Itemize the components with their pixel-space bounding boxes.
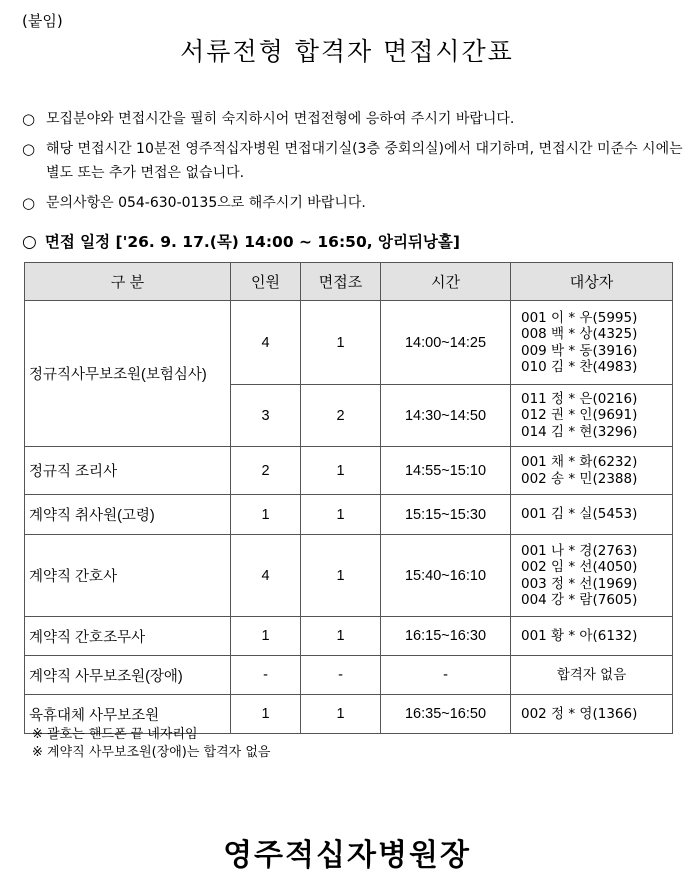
candidate-entry: 003 정 * 선(1969) [521, 575, 638, 592]
circle-bullet-icon: ○ [22, 110, 36, 128]
notice-text: 모집분야와 면접시간을 필히 숙지하시어 면접전형에 응하여 주시기 바랍니다. [46, 111, 515, 127]
table-row [25, 656, 673, 695]
interview-schedule-table [24, 262, 673, 734]
candidates-cell [511, 301, 673, 385]
notice-item [22, 137, 684, 185]
candidate-entry: 001 채 * 화(6232) [521, 454, 638, 470]
table-header-row [25, 263, 673, 301]
candidate-entry: 011 정 * 은(0216) [521, 390, 638, 407]
table-row [25, 495, 673, 535]
attachment-label: (붙임) [22, 12, 63, 30]
document-title: 서류전형 합격자 면접시간표 [180, 37, 514, 66]
candidate-entry: 002 정 * 영(1366) [521, 705, 638, 722]
footnote: ※ 괄호는 핸드폰 끝 네자리임 [32, 727, 198, 742]
circle-bullet-icon: ○ [22, 140, 36, 158]
category-cell: 계약직 간호사 [25, 535, 231, 617]
count-cell: 1 [231, 695, 301, 734]
candidate-entry: 합격자 없음 [556, 666, 627, 683]
time-cell: 16:35~16:50 [381, 695, 511, 734]
time-cell: - [381, 656, 511, 695]
header-group: 면접조 [301, 263, 381, 301]
candidates-cell [511, 656, 673, 695]
candidate-entry: 001 나 * 경(2763) [521, 542, 638, 559]
candidates-cell [511, 447, 673, 495]
header-candidates: 대상자 [511, 263, 673, 301]
candidate-entry: 008 백 * 상(4325) [521, 326, 638, 342]
candidate-entry: 010 김 * 찬(4983) [521, 359, 638, 375]
count-cell: 3 [231, 385, 301, 447]
candidates-cell [511, 495, 673, 535]
footnote: ※ 계약직 사무보조원(장애)는 합격자 없음 [32, 745, 271, 760]
candidate-entry: 014 김 * 현(3296) [521, 423, 638, 440]
table-row [25, 535, 673, 617]
notice-text: 해당 면접시간 10분전 영주적십자병원 면접대기실(3층 중회의실)에서 대기하며, 면접시간 미준수 시에는 별도 또는 추가 면접은 없습니다. [46, 141, 683, 181]
header-count: 인원 [231, 263, 301, 301]
time-cell: 14:55~15:10 [381, 447, 511, 495]
candidate-entry: 002 임 * 선(4050) [521, 559, 638, 575]
candidate-entry: 001 황 * 아(6132) [521, 627, 638, 644]
group-cell: 2 [301, 385, 381, 447]
group-cell: - [301, 656, 381, 695]
footnotes [32, 726, 271, 762]
candidates-cell [511, 535, 673, 617]
notice-item [22, 107, 684, 131]
candidate-entry: 012 권 * 인(9691) [521, 407, 638, 424]
candidate-entry: 002 송 * 민(2388) [521, 470, 638, 487]
schedule-text: 면접 일정 ['26. 9. 17.(목) 14:00 ~ 16:50, 앙리뒤낭홀] [44, 233, 460, 251]
circle-bullet-icon: ○ [22, 194, 36, 212]
group-cell: 1 [301, 495, 381, 535]
notice-item [22, 191, 684, 215]
count-cell: 1 [231, 495, 301, 535]
candidate-entry: 009 박 * 동(3916) [521, 342, 638, 359]
candidates-cell [511, 695, 673, 734]
candidate-entry: 001 이 * 우(5995) [521, 309, 638, 326]
schedule-heading [22, 230, 460, 252]
candidates-cell [511, 385, 673, 447]
category-cell: 정규직 조리사 [25, 447, 231, 495]
table-row [25, 617, 673, 656]
count-cell: 4 [231, 535, 301, 617]
header-category: 구 분 [25, 263, 231, 301]
table-row [25, 301, 673, 385]
time-cell: 16:15~16:30 [381, 617, 511, 656]
count-cell: 1 [231, 617, 301, 656]
candidates-cell [511, 617, 673, 656]
table-row [25, 447, 673, 495]
category-cell: 계약직 사무보조원(장애) [25, 656, 231, 695]
notice-text: 문의사항은 054-630-0135으로 해주시기 바랍니다. [46, 195, 366, 211]
time-cell: 14:00~14:25 [381, 301, 511, 385]
group-cell: 1 [301, 535, 381, 617]
candidate-entry: 001 김 * 실(5453) [521, 506, 638, 523]
category-cell: 계약직 간호조무사 [25, 617, 231, 656]
category-cell: 정규직사무보조원(보험심사) [25, 301, 231, 447]
circle-bullet-icon: ○ [22, 232, 37, 252]
count-cell: 2 [231, 447, 301, 495]
group-cell: 1 [301, 695, 381, 734]
count-cell: - [231, 656, 301, 695]
count-cell: 4 [231, 301, 301, 385]
time-cell: 15:15~15:30 [381, 495, 511, 535]
candidate-entry: 004 강 * 람(7605) [521, 592, 638, 608]
time-cell: 14:30~14:50 [381, 385, 511, 447]
category-cell: 계약직 취사원(고령) [25, 495, 231, 535]
group-cell: 1 [301, 447, 381, 495]
signature: 영주적십자병원장 [223, 838, 471, 873]
notice-list [22, 107, 684, 221]
group-cell: 1 [301, 301, 381, 385]
group-cell: 1 [301, 617, 381, 656]
category-cell: 육휴대체 사무보조원 [25, 695, 231, 734]
time-cell: 15:40~16:10 [381, 535, 511, 617]
header-time: 시간 [381, 263, 511, 301]
